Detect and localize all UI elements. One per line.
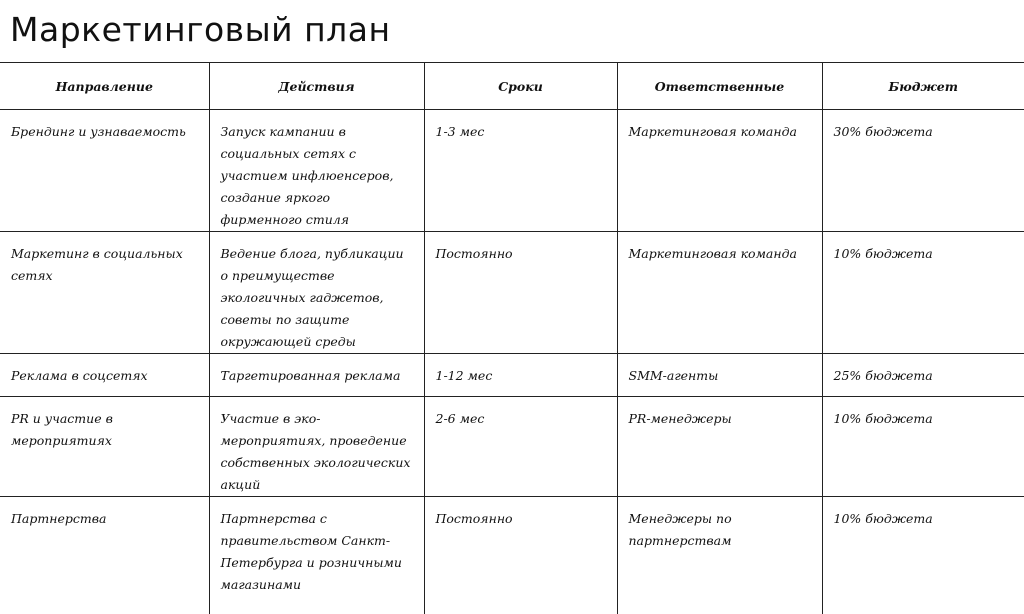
- cell-actions: Партнерства с правительством Санкт-Петербурга и розничными магазинами: [209, 497, 424, 614]
- cell-timing: Постоянно: [424, 497, 617, 614]
- header-budget: Бюджет: [822, 63, 1024, 110]
- cell-budget: 10% бюджета: [822, 497, 1024, 614]
- page-title: Маркетинговый план: [10, 6, 391, 54]
- cell-budget: 10% бюджета: [822, 232, 1024, 354]
- table-header-row: [0, 63, 1024, 110]
- cell-direction: Реклама в соцсетях: [0, 354, 209, 397]
- cell-direction: Брендинг и узнаваемость: [0, 110, 209, 232]
- cell-budget: 30% бюджета: [822, 110, 1024, 232]
- cell-responsible: Менеджеры по партнерствам: [617, 497, 822, 614]
- header-direction: Направление: [0, 63, 209, 110]
- cell-timing: 1-3 мес: [424, 110, 617, 232]
- cell-actions: Ведение блога, публикации о преимуществе экологичных гаджетов, советы по защите окружающей среды: [209, 232, 424, 354]
- cell-timing: Постоянно: [424, 232, 617, 354]
- cell-timing: 2-6 мес: [424, 397, 617, 497]
- marketing-plan-table: [0, 62, 1024, 614]
- cell-responsible: Маркетинговая команда: [617, 110, 822, 232]
- cell-direction: PR и участие в мероприятиях: [0, 397, 209, 497]
- cell-direction: Маркетинг в социальных сетях: [0, 232, 209, 354]
- cell-timing: 1-12 мес: [424, 354, 617, 397]
- cell-responsible: PR-менеджеры: [617, 397, 822, 497]
- cell-responsible: SMM-агенты: [617, 354, 822, 397]
- table-row: [0, 354, 1024, 397]
- cell-actions: Участие в эко-мероприятиях, проведение собственных экологических акций: [209, 397, 424, 497]
- cell-actions: Запуск кампании в социальных сетях с участием инфлюенсеров, создание яркого фирменного стиля: [209, 110, 424, 232]
- table-row: [0, 397, 1024, 497]
- table-row: [0, 110, 1024, 232]
- header-timing: Сроки: [424, 63, 617, 110]
- cell-budget: 10% бюджета: [822, 397, 1024, 497]
- header-responsible: Ответственные: [617, 63, 822, 110]
- cell-actions: Таргетированная реклама: [209, 354, 424, 397]
- cell-responsible: Маркетинговая команда: [617, 232, 822, 354]
- table-row: [0, 232, 1024, 354]
- table-row: [0, 497, 1024, 614]
- cell-direction: Партнерства: [0, 497, 209, 614]
- header-actions: Действия: [209, 63, 424, 110]
- cell-budget: 25% бюджета: [822, 354, 1024, 397]
